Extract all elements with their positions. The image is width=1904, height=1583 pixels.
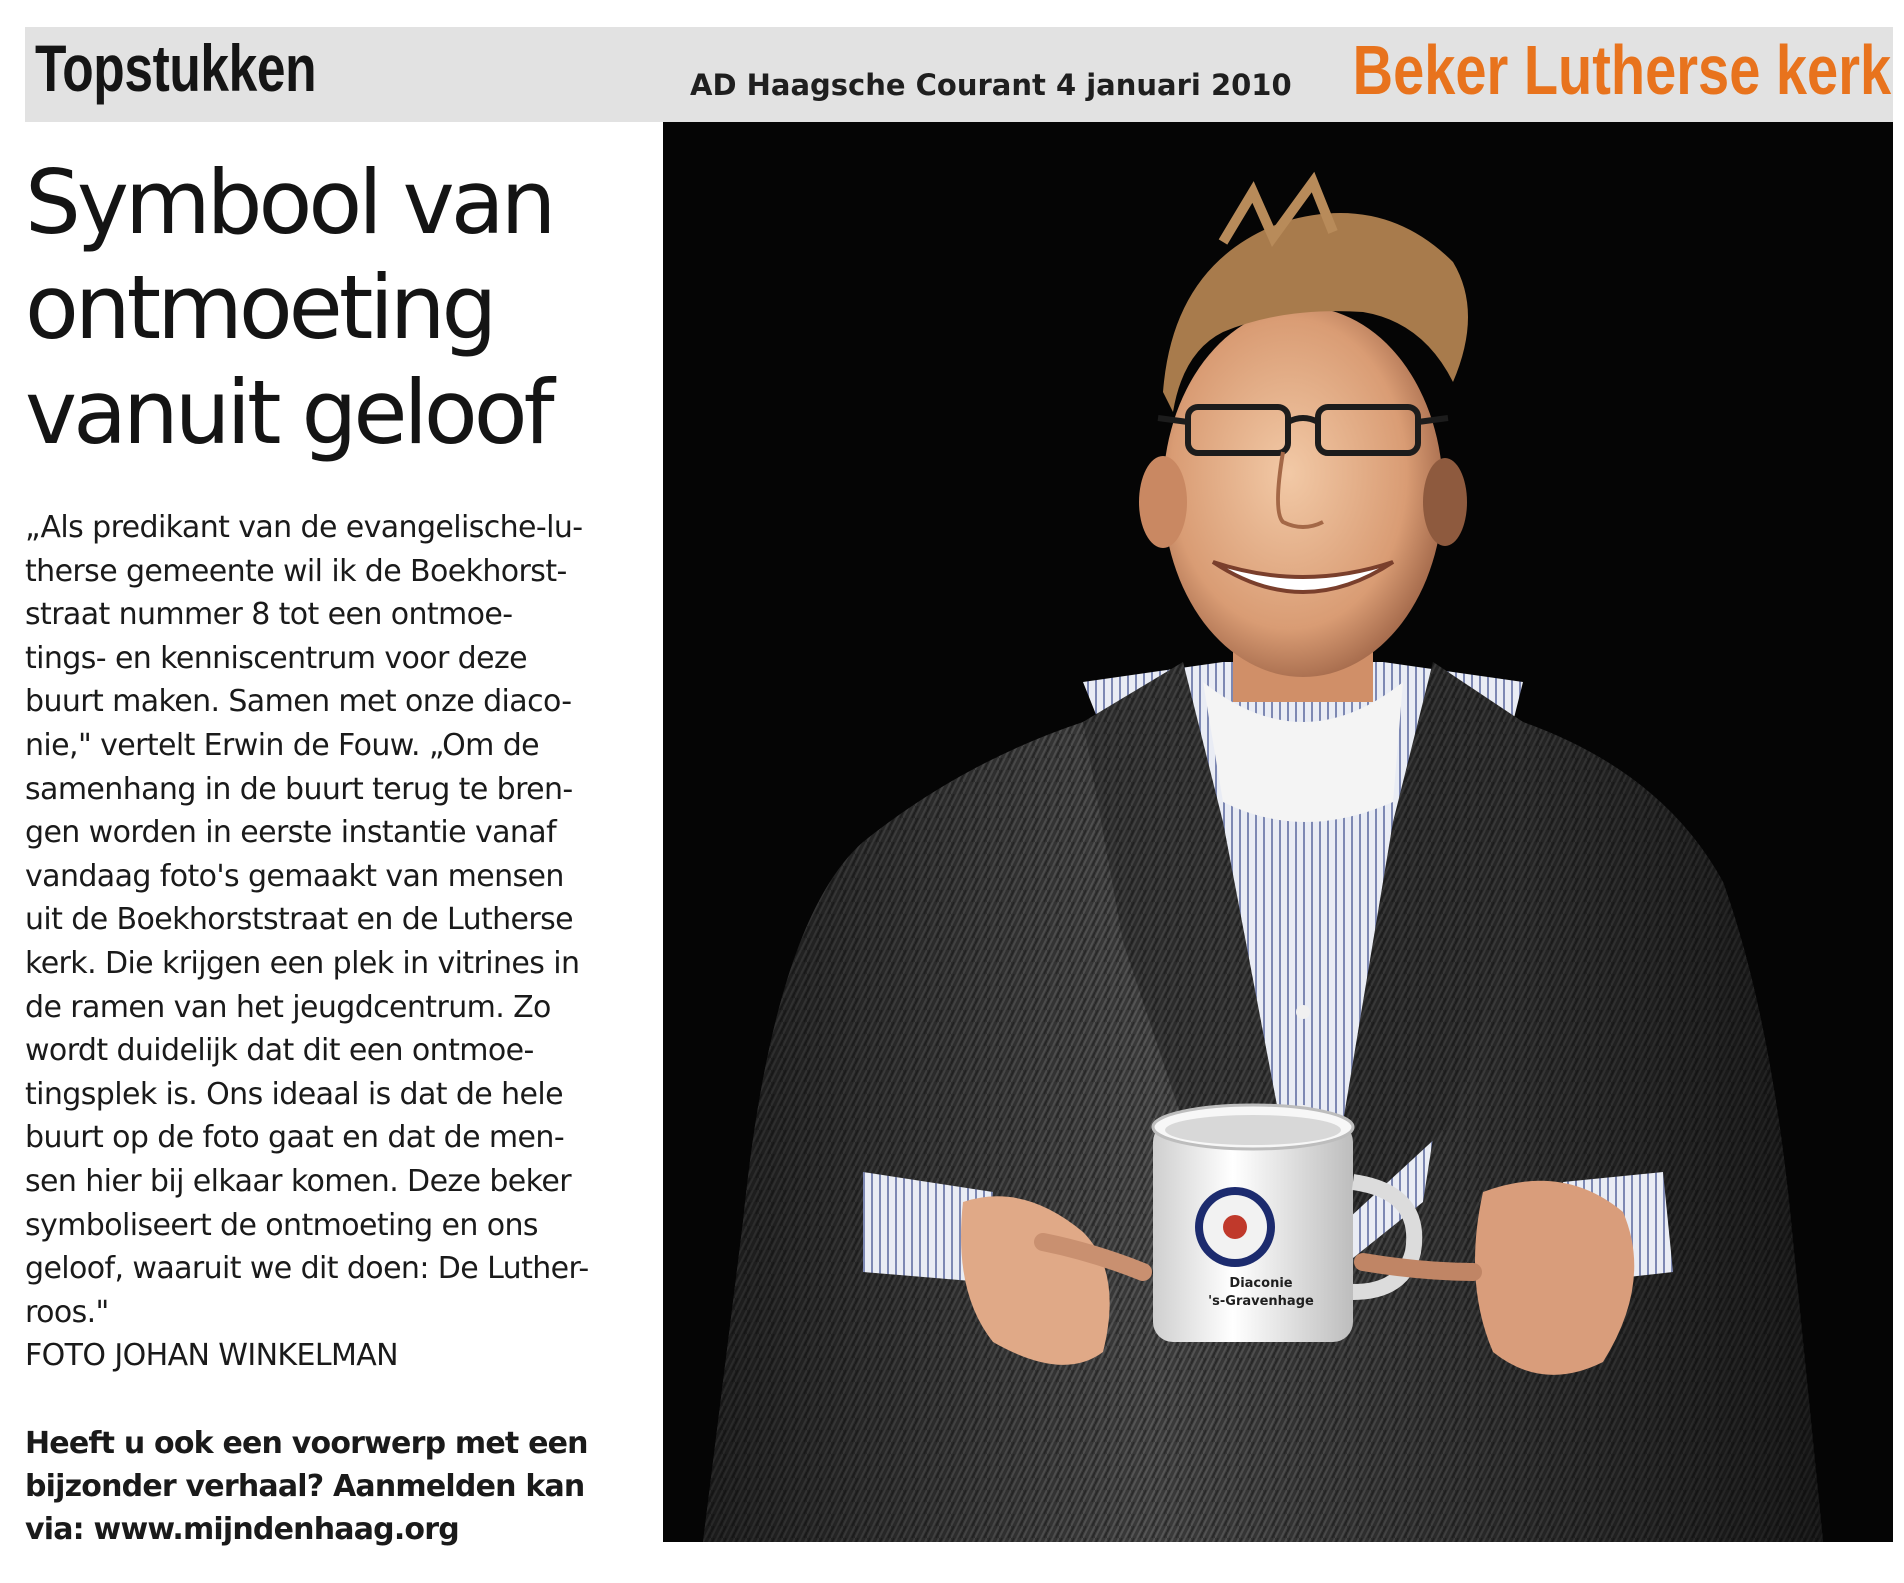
body-line: kerk. Die krijgen een plek in vitrines in [25,945,580,981]
body-line: tings- en kenniscentrum voor deze [25,640,527,676]
face [1163,307,1443,677]
article-body [25,506,635,1378]
mug-text-line: 's-Gravenhage [1208,1294,1314,1309]
section-label: Topstukken [35,31,317,105]
body-line: wordt duidelijk dat dit een ontmoe- [25,1033,534,1069]
source-line: AD Haagsche Courant 4 januari 2010 [690,68,1292,102]
topic-label: Beker Lutherse kerk [1352,31,1891,109]
body-line: nie," vertelt Erwin de Fouw. „Om de [25,727,540,763]
call-to-action-line: Heeft u ook een voorwerp met een [25,1426,588,1461]
body-line: vandaag foto's gemaakt van mensen [25,858,564,894]
body-line: roos." [25,1294,109,1330]
call-to-action [25,1422,635,1551]
right-hand [1475,1181,1634,1375]
body-line: samenhang in de buurt terug te bren- [25,771,573,807]
body-line: buurt maken. Samen met onze diaco- [25,684,572,720]
call-to-action-line: bijzonder verhaal? Aanmelden kan [25,1469,585,1504]
body-line: buurt op de foto gaat en dat de men- [25,1120,565,1156]
body-line: geloof, waaruit we dit doen: De Luther- [25,1251,589,1287]
mug-text-line: Diaconie [1229,1276,1293,1291]
headline-line: ontmoeting [25,256,494,359]
call-to-action-line: via: www.mijndenhaag.org [25,1512,459,1547]
headline [25,150,625,465]
body-line: uit de Boekhorststraat en de Lutherse [25,902,574,938]
body-line: therse gemeente wil ik de Boekhorst- [25,553,567,589]
body-line: sen hier bij elkaar komen. Deze beker [25,1163,571,1199]
header-bar [25,27,1893,122]
body-line: straat nummer 8 tot een ontmoe- [25,597,513,633]
body-line: de ramen van het jeugdcentrum. Zo [25,989,551,1025]
body-line: „Als predikant van de evangelische-lu- [25,510,583,545]
headline-line: Symbool van [25,151,553,254]
body-line: tingsplek is. Ons ideaal is dat de hele [25,1076,563,1112]
headline-line: vanuit geloof [25,361,551,464]
portrait-photo [663,122,1893,1542]
body-line: gen worden in eerste instantie vanaf [25,815,557,851]
body-line: symboliseert de ontmoeting en ons [25,1207,538,1243]
photo-credit: FOTO JOHAN WINKELMAN [25,1338,399,1374]
